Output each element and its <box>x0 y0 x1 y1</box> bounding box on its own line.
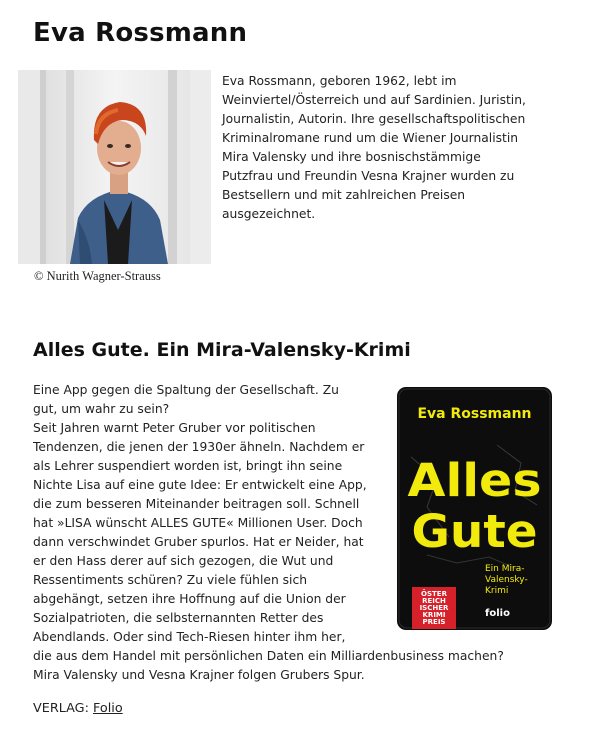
description-line: dann verschwindet Gruber spurlos. Hat er Neider, hat <box>33 535 364 549</box>
author-portrait <box>18 70 211 264</box>
description-line: als Lehrer suspendiert worden ist, bringt ihn seine <box>33 459 343 473</box>
cover-title-line2: Gute <box>411 505 538 558</box>
cover-subtitle-line: Valensky- <box>485 575 528 585</box>
description-line: er den Hass derer auf sich gezogen, die Wut und <box>33 554 334 568</box>
bio-line: Bestsellern und mit zahlreichen Preisen <box>222 188 466 202</box>
bio-line: Weinviertel/Österreich und auf Sardinien. Juristin, <box>222 93 526 107</box>
description-line: Ressentiments schüren? Zu viele fühlen sich <box>33 573 308 587</box>
description-line: Tendenzen, die jenen der 1930er ähneln. Nachdem er <box>33 440 365 454</box>
description-line: Nichte Lisa auf eine gute Idee: Er entwickelt eine App, <box>33 478 367 492</box>
photo-credit: © Nurith Wagner-Strauss <box>34 269 161 283</box>
description-line: die aus dem Handel mit persönlichen Daten ein Milliardenbusiness machen? <box>33 649 504 663</box>
bio-line: ausgezeichnet. <box>222 207 316 221</box>
description-line: abgehängt, setzen ihre Hoffnung auf die Union der <box>33 592 346 606</box>
cover-subtitle-line: Krimi <box>485 586 509 596</box>
author-name: Eva Rossmann <box>33 18 248 48</box>
cover-publisher: folio <box>485 608 510 619</box>
cover-subtitle-line: Ein Mira- <box>485 564 525 574</box>
author-photo <box>18 70 211 264</box>
publisher-link[interactable]: Folio <box>93 701 123 716</box>
book-title: Alles Gute. Ein Mira-Valensky-Krimi <box>33 339 411 361</box>
bio-line: Putzfrau und Freundin Vesna Krajner wurden zu <box>222 169 515 183</box>
bio-line: Eva Rossmann, geboren 1962, lebt im <box>222 74 457 88</box>
publisher-info <box>33 701 123 716</box>
description-line: gut, um wahr zu sein? <box>33 402 170 416</box>
book-cover[interactable] <box>397 387 552 630</box>
badge-line: KRIMI <box>422 611 446 619</box>
bio-line: Kriminalromane rund um die Wiener Journalistin <box>222 131 519 145</box>
author-bio <box>222 72 572 224</box>
description-line: hat »LISA wünscht ALLES GUTE« Millionen User. Doch <box>33 516 363 530</box>
badge-line: REICH <box>422 597 446 605</box>
cover-author: Eva Rossmann <box>417 406 532 422</box>
badge-line: ÖSTER <box>421 590 447 598</box>
description-line: Abendlands. Oder sind Tech-Riesen hinter ihm her, <box>33 630 346 644</box>
description-line: Seit Jahren warnt Peter Gruber vor politischen <box>33 421 316 435</box>
description-line: die zum besseren Miteinander beitragen soll. Schnell <box>33 497 360 511</box>
book-cover-art <box>397 387 552 630</box>
bio-line: Mira Valensky und ihre bosnischstämmige <box>222 150 481 164</box>
publisher-label: VERLAG: <box>33 701 89 716</box>
bio-line: Journalistin, Autorin. Ihre gesellschaftspolitischen <box>222 112 526 126</box>
description-line: Mira Valensky und Vesna Krajner folgen Grubers Spur. <box>33 668 365 682</box>
cover-title-line1: Alles <box>407 454 542 507</box>
description-line: Sozialpatrioten, die selbsternannten Retter des <box>33 611 324 625</box>
badge-line: PREIS <box>422 618 446 626</box>
description-line: Eine App gegen die Spaltung der Gesellschaft. Zu <box>33 383 339 397</box>
badge-line: ISCHER <box>419 604 449 612</box>
